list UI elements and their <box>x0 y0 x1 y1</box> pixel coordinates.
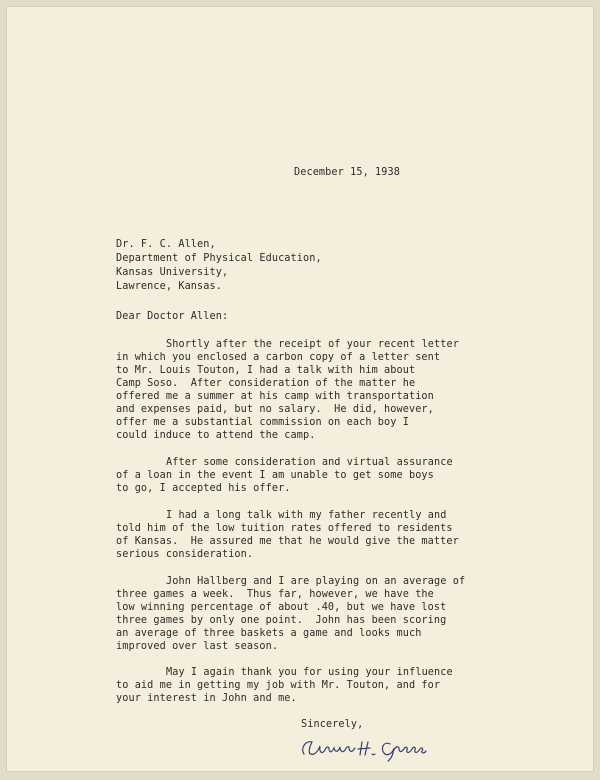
paragraph-2-line: of a loan in the event I am unable to get some boys <box>116 470 434 481</box>
handwritten-signature <box>298 734 428 764</box>
address-line: Kansas University, <box>116 267 229 278</box>
paragraph-1-line: and expenses paid, but no salary. He did, however, <box>116 404 434 415</box>
paragraph-1-line: to Mr. Louis Touton, I had a talk with him about <box>116 365 416 376</box>
paragraph-4-line: an average of three baskets a game and looks much <box>116 628 422 639</box>
paragraph-2-line: to go, I accepted his offer. <box>116 483 291 494</box>
paragraph-3-line: of Kansas. He assured me that he would give the matter <box>116 536 459 547</box>
address-line: Dr. F. C. Allen, <box>116 239 216 250</box>
letter-date: December 15, 1938 <box>294 167 400 178</box>
letter-page <box>6 6 594 772</box>
paragraph-5-line: May I again thank you for using your influence <box>166 667 453 678</box>
paragraph-1-line: offer me a substantial commission on each boy I <box>116 417 409 428</box>
paragraph-4-line: John Hallberg and I are playing on an average of <box>166 576 466 587</box>
paragraph-3-line: serious consideration. <box>116 549 254 560</box>
paragraph-4-line: three games by only one point. John has been scoring <box>116 615 447 626</box>
paragraph-4-line: three games a week. Thus far, however, we have the <box>116 589 434 600</box>
address-line: Department of Physical Education, <box>116 253 322 264</box>
paragraph-4-line: low winning percentage of about .40, but we have lost <box>116 602 447 613</box>
salutation: Dear Doctor Allen: <box>116 311 229 322</box>
address-line: Lawrence, Kansas. <box>116 281 222 292</box>
paragraph-2-line: After some consideration and virtual assurance <box>166 457 453 468</box>
paragraph-1-line: offered me a summer at his camp with transportation <box>116 391 434 402</box>
paragraph-4-line: improved over last season. <box>116 641 279 652</box>
paragraph-1-line: in which you enclosed a carbon copy of a letter sent <box>116 352 441 363</box>
paragraph-5-line: your interest in John and me. <box>116 693 297 704</box>
paragraph-5-line: to aid me in getting my job with Mr. Touton, and for <box>116 680 441 691</box>
paragraph-3-line: I had a long talk with my father recently and <box>166 510 447 521</box>
paragraph-1-line: Camp Soso. After consideration of the matter he <box>116 378 416 389</box>
closing: Sincerely, <box>301 719 364 730</box>
paragraph-1-line: could induce to attend the camp. <box>116 430 316 441</box>
paragraph-1-line: Shortly after the receipt of your recent letter <box>166 339 459 350</box>
paragraph-3-line: told him of the low tuition rates offered to residents <box>116 523 453 534</box>
